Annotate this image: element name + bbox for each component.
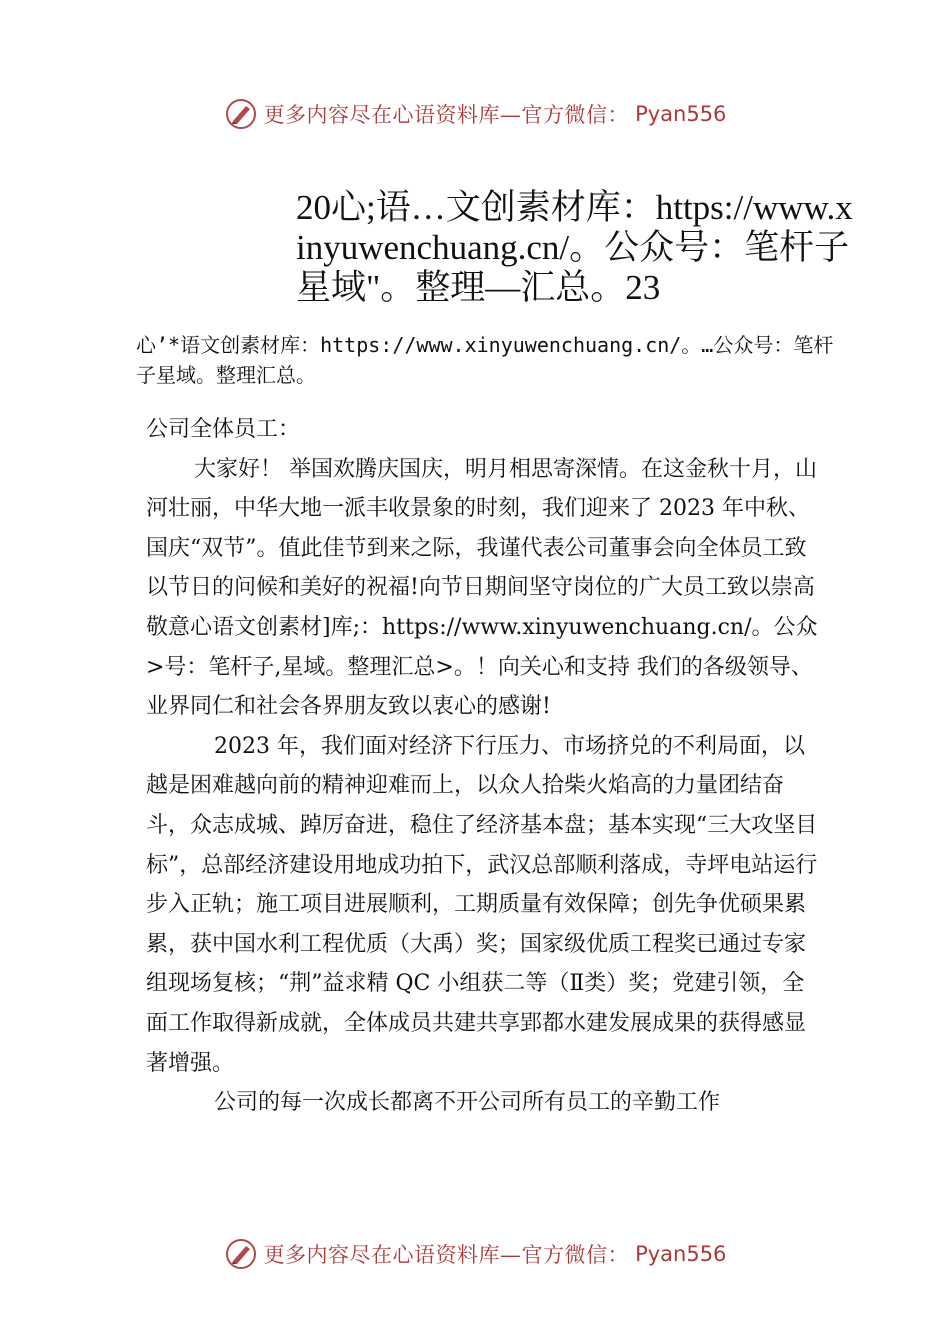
pen-seal-logo-icon bbox=[224, 1237, 258, 1271]
banner-text: 更多内容尽在心语资料库—官方微信： bbox=[263, 103, 630, 127]
pen-seal-logo-icon bbox=[224, 97, 258, 131]
banner-text: 更多内容尽在心语资料库—官方微信： bbox=[263, 1243, 630, 1267]
letter-body bbox=[146, 410, 826, 1123]
paragraph: 大家好！ 举国欢腾庆国庆，明月相思寄深情。在这金秋十月，山河壮丽，中华大地一派丰收景象的时刻，我们迎来了 2023 年中秋、国庆“双节”。值此佳节到来之际，我谨代表公司董事会向全体员工致以节日的问候和美好的祝福!向节日期间坚守岗位的广大员工致以崇高敬意心语文创素材]库;：https://www.xinyuwenchuang.cn/。公众>号：笔杆子,星域。整理汇总>。！向关心和支持 我们的各级领导、业界同仁和社会各界朋友致以衷心的感谢! bbox=[146, 456, 818, 720]
banner-wechat-id: Pyan556 bbox=[635, 102, 727, 126]
document-heading: 20心;语…文创素材库：https://www.xinyuwenchuang.cn/。公众号：笔杆子星域"。整理—汇总。23 bbox=[296, 188, 853, 307]
banner-wechat-id: Pyan556 bbox=[635, 1242, 727, 1266]
top-watermark-banner bbox=[0, 92, 950, 136]
bottom-watermark-banner bbox=[0, 1232, 950, 1276]
paragraph: 2023 年，我们面对经济下行压力、市场挤兑的不利局面，以越是困难越向前的精神迎难而上，以众人拾柴火焰高的力量团结奋斗，众志成城、踔厉奋进，稳住了经济基本盘；基本实现“三大攻坚目标”，总部经济建设用地成功拍下，武汉总部顺利落成，寺坪电站运行步入正轨；施工项目进展顺利，工期质量有效保障；创先争优硕果累累，获中国水利工程优质（大禹）奖；国家级优质工程奖已通过专家组现场复核；“荆”益求精 QC 小组获二等（Ⅱ类）奖；党建引领，全面工作取得新成就，全体成员共建共享郢都水建发展成果的获得感显著增强。 bbox=[146, 733, 818, 1076]
source-line: 心’*语文创素材库：https://www.xinyuwenchuang.cn/。…公众号：笔杆子星域。整理汇总。 bbox=[136, 333, 834, 387]
paragraph: 公司的每一次成长都离不开公司所有员工的辛勤工作 bbox=[214, 1090, 721, 1116]
salutation: 公司全体员工： bbox=[146, 417, 301, 442]
